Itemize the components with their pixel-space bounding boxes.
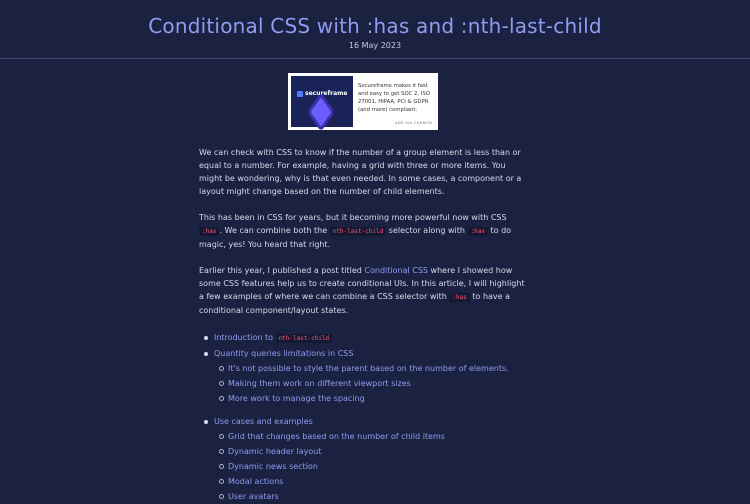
ad-attribution[interactable]: ADS VIA CARBON [394,120,432,125]
paragraph-intro: We can check with CSS to know if the number of a group element is less than or equal to a number. For example, having a grid with three or more items. You might be wondering, why is that even needed. In some cases, a component or a layout might change based on the number of child elements. [199,148,522,196]
toc-intro-code[interactable]: nth-last-child [276,334,333,343]
table-of-contents [199,330,529,504]
secureframe-logo [297,90,347,97]
toc-sublist-use-cases [214,429,529,504]
p2-text-a: This has been in CSS for years, but it becoming more powerful now with CSS [199,213,507,222]
toc-link-grid[interactable]: Grid that changes based on the number of child items [228,432,445,441]
toc-link-use-cases[interactable]: Use cases and examples [214,417,313,426]
p2-text-b: . We can combine both the [219,226,330,235]
toc-subitem[interactable] [228,429,529,444]
ad-image[interactable] [291,76,353,127]
post-date: 16 May 2023 [348,41,402,50]
p2-text-d: to do magic, yes! You heard that right. [199,226,512,249]
toc-item-quantity-queries[interactable] [214,346,529,406]
toc-subitem[interactable] [228,361,529,376]
page-header [0,0,750,59]
toc-link-user-avatars[interactable]: User avatars [228,492,279,501]
toc-link-header-layout[interactable]: Dynamic header layout [228,447,322,456]
code-has-2: :has [468,227,488,236]
paragraph-has [199,211,529,251]
toc-subitem[interactable] [228,376,529,391]
toc-link-intro[interactable] [214,333,332,342]
toc-link-viewport[interactable]: Making them work on different viewport sizes [228,379,411,388]
toc-subitem[interactable] [228,444,529,459]
code-nth-last-child: nth-last-child [330,227,387,236]
p3-text-a: Earlier this year, I published a post titled [199,266,365,275]
toc-subitem[interactable] [228,391,529,406]
toc-link-spacing[interactable]: More work to manage the spacing [228,394,365,403]
toc-link-quantity-queries[interactable]: Quantity queries limitations in CSS [214,349,354,358]
secureframe-logo-icon [297,91,303,97]
ad-text[interactable]: Secureframe makes it fast and easy to get SOC 2, ISO 27001, HIPAA, PCI & GDPR (and more) compliant. [358,83,430,113]
cube-icon [311,97,332,127]
page-title: Conditional CSS with :has and :nth-last-child [148,14,602,38]
toc-subitem[interactable] [228,474,529,489]
conditional-css-link[interactable]: Conditional CSS [364,266,428,275]
p3-text-b: where I showed how some CSS features help us to create conditional UIs. In this article, I will highlight a few examples of where we can combine a CSS selector with [199,266,525,301]
toc-intro-label[interactable]: Introduction to [214,333,276,342]
toc-link-news-section[interactable]: Dynamic news section [228,462,318,471]
carbon-ad[interactable] [288,73,438,130]
p2-text-c: selector along with [386,226,468,235]
article-body [199,146,529,504]
toc-spacer [214,406,529,414]
paragraph-earlier [199,264,529,317]
p3-text-c: to have a conditional component/layout states. [199,292,511,315]
ad-copy[interactable] [353,73,438,130]
toc-link-parent-style[interactable]: It's not possible to style the parent based on the number of elements. [228,364,509,373]
toc-subitem[interactable] [228,489,529,504]
toc-item-use-cases[interactable] [214,414,529,504]
toc-item-intro[interactable] [214,330,529,346]
code-has-3: :has [449,293,469,302]
toc-sublist-quantity-queries [214,361,529,406]
toc-subitem[interactable] [228,459,529,474]
toc-link-modal-actions[interactable]: Modal actions [228,477,284,486]
code-has: :has [199,227,219,236]
ad-brand: secureframe [305,90,348,97]
